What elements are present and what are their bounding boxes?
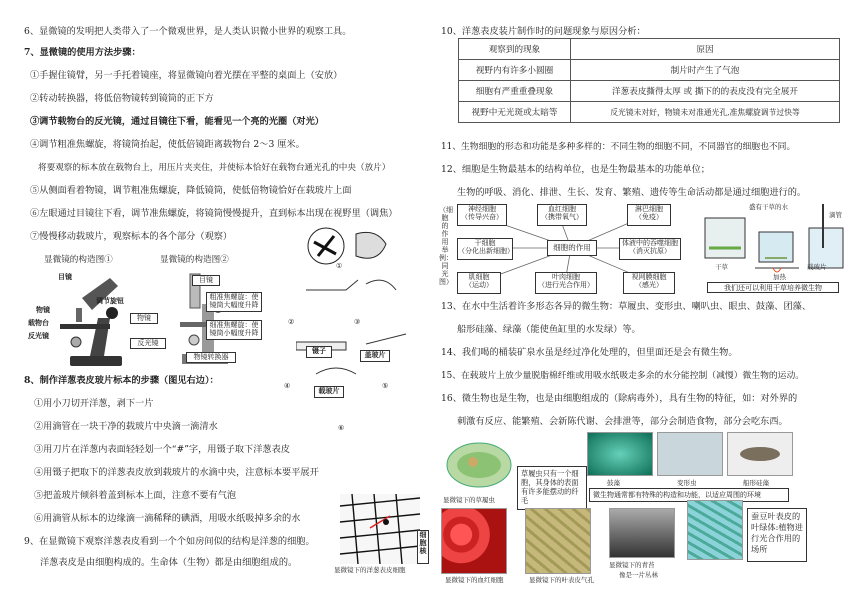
item-13b: 船形硅藻、绿藻（能使鱼缸里的水发绿）等。: [457, 324, 641, 335]
table-header-cell: 原因: [571, 39, 840, 60]
label-nosepiece-2: 物镜转换器: [186, 352, 236, 363]
step-5: ⑤从侧面看着物镜，调节粗准焦螺旋，降低镜筒，使低倍物镜恰好在载玻片上面: [30, 185, 352, 196]
step-7: ⑦慢慢移动载玻片，观察标本的各个部分（观察）: [30, 231, 233, 242]
num-5: ⑤: [382, 382, 389, 390]
label-coarse-knob: 粗准焦螺旋：使镜筒大幅度升降: [206, 292, 262, 312]
label-objective-1: 物镜: [36, 305, 50, 314]
moss-image: [609, 508, 675, 558]
label-cover-slip: 盖玻片: [360, 350, 390, 362]
item-6: 6、显微镜的发明把人类带入了一个微观世界，是人类认识微小世界的观察工具。: [24, 26, 352, 37]
step-3: ③调节载物台的反光镜，通过目镜往下看，能看见一个亮的光圈（对光）: [30, 116, 324, 127]
cell-node: 叶肉细胞 （进行光合作用）: [535, 272, 597, 294]
figure-caption-1: 显微镜的构造图①: [44, 255, 113, 265]
micro-note: 微生物通常都有特殊的构造和功能，以适应周围的环境: [589, 488, 789, 502]
cell-diagram-side-label: （细胞的作用举例：同光图）: [439, 206, 451, 290]
table-header-cell: 观察到的现象: [459, 39, 571, 60]
chloroplast-image: [687, 500, 743, 560]
num-4: ④: [284, 382, 291, 390]
label-mirror-2: 反光镜: [130, 338, 166, 349]
onion-cell-image: [340, 494, 420, 564]
onion-cell-caption: 显微镜下的洋葱表皮细胞: [334, 566, 406, 574]
hay-label: 滴管: [829, 211, 842, 219]
item-16b: 刺激有反应、能繁殖、会新陈代谢、会排泄等，部分会制造食物，部分会吃东西。: [457, 416, 788, 427]
prep-1: ①用小刀切开洋葱，剥下一片: [34, 398, 154, 409]
label-mirror-1: 反光镜: [28, 331, 49, 340]
amoeba-image: [657, 432, 723, 476]
cell-node: 淋巴细胞 （免疫）: [627, 204, 671, 226]
step-4b: 将要观察的标本放在载物台上，用压片夹夹住，并使标本恰好在载物台通光孔的中央（放片）: [38, 163, 391, 173]
hay-caption: 我们还可以利用干草培养微生物: [707, 282, 839, 293]
step-6: ⑥左眼通过目镜往下看，调节准焦螺旋，将镜筒慢慢提升，直到标本出现在视野里（调焦）: [30, 208, 398, 219]
stomata-image: [525, 508, 591, 574]
prep-5: ⑤把盖玻片倾斜着盖到标本上面，注意不要有气泡: [34, 490, 237, 501]
cell-node: 神经细胞 （传导兴奋）: [457, 204, 507, 226]
prep-3: ③用刀片在洋葱内表面轻轻划一个“#”字，用镊子取下洋葱表皮: [34, 444, 290, 455]
prep-2: ②用滴管在一块干净的载玻片中央滴一滴清水: [34, 421, 218, 432]
cell-node: 干细胞 （分化出新细胞）: [457, 238, 513, 260]
item-9b: 洋葱表皮是由细胞构成的。生命体（生物）都是由细胞组成的。: [40, 557, 298, 568]
diatom-image: [727, 432, 793, 476]
bottom-caption: 像是一片丛林: [619, 571, 658, 579]
label-eyepiece-2: 目镜: [192, 275, 220, 286]
table-header-row: [459, 39, 840, 60]
label-knob-1: 调节旋钮: [96, 296, 124, 305]
cell-node: 视网膜细胞 （感光）: [623, 272, 675, 294]
item-14: 14、我们喝的桶装矿泉水虽是经过净化处理的，但里面还是会有微生物。: [441, 347, 738, 358]
num-2: ②: [288, 318, 295, 326]
label-stage-1: 载物台: [28, 318, 49, 327]
num-3: ③: [354, 318, 361, 326]
item-11: 11、生物细胞的形态和功能是多种多样的：不同生物的细胞不同，不同器官的细胞也不同。: [441, 142, 796, 152]
paramecium-caption: 显微镜下的草履虫: [443, 496, 495, 504]
table-row: [459, 102, 840, 123]
micro-caption: 船形硅藻: [743, 479, 769, 487]
label-slide: 载玻片: [314, 386, 344, 398]
label-eyepiece-1: 目镜: [58, 272, 72, 281]
table-cell: 视野内有许多小圆圈: [459, 60, 571, 81]
cell-node: 肌细胞 （运动）: [457, 272, 501, 294]
step-1: ①手握住镜臂，另一手托着镜座，将显微镜向着光摆在平整的桌面上（安放）: [30, 70, 343, 81]
label-nucleus: 细胞核: [417, 530, 429, 564]
step-4: ④调节粗准焦螺旋，将镜筒抬起，使低倍镜距离载物台 2～3 厘米。: [30, 139, 305, 150]
prep-6: ⑥用滴管从标本的边缘滴一滴稀释的碘酒，用吸水纸吸掉多余的水: [34, 513, 301, 524]
item-10: 10、洋葱表皮装片制作时的问题现象与原因分析：: [441, 26, 646, 37]
paramecium-note: 草履虫只有一个细胞，其身体的表面有许多能摆动的纤毛: [517, 466, 587, 510]
micro-caption: 鼓藻: [607, 479, 620, 487]
microscope-diagram-1: [40, 268, 136, 370]
bottom-caption: 显微镜下的血红细胞: [445, 576, 504, 584]
table-cell: 视野中无光斑或太暗等: [459, 102, 571, 123]
paramecium-image: [443, 436, 515, 494]
table-row: [459, 60, 840, 81]
table-cell: 洋葱表皮撕得太厚 或 撕下的的表皮没有完全展开: [571, 81, 840, 102]
hay-label: 载玻片: [807, 263, 827, 271]
item-9: 9、在显微镜下观察洋葱表皮看到一个个如房间似的结构是洋葱的细胞。: [24, 536, 315, 547]
hay-label: 干草: [715, 263, 728, 271]
table-cell: 制片时产生了气泡: [571, 60, 840, 81]
prep-4: ④用镊子把取下的洋葱表皮放到载玻片的水滴中央，注意标本要平展开: [34, 467, 319, 478]
num-6: ⑥: [338, 424, 345, 432]
desmid-image: [587, 432, 653, 476]
red-blood-cell-image: [441, 508, 507, 574]
table-cell: 反光镜未对好，物镜未对准通光孔,准焦螺旋调节过快等: [571, 102, 840, 123]
label-fine-knob: 细准焦螺旋：使镜筒小幅度升降: [206, 320, 262, 340]
figure-caption-2: 显微镜的构造图②: [160, 255, 229, 265]
cell-node: 血红细胞 （携带氧气）: [537, 204, 587, 226]
item-13: 13、在水中生活着许多形态各异的微生物：草履虫、变形虫、喇叭虫、眼虫、鼓藻、团藻、: [441, 301, 812, 312]
item-15: 15、在载玻片上放少量脱脂棉纤维或用吸水纸吸走多余的水分能控制（减慢）微生物的运动。: [441, 371, 805, 381]
num-1: ①: [336, 262, 343, 270]
item-7-heading: 7、显微镜的使用方法步骤：: [24, 47, 141, 58]
micro-caption: 变形虫: [677, 479, 697, 487]
chloroplast-note: 蚕豆叶表皮的叶绿体:植物进行光合作用的场所: [747, 508, 807, 562]
cell-function-diagram: [455, 200, 687, 296]
hay-label: 加热: [773, 273, 786, 281]
item-8-heading: 8、制作洋葱表皮玻片标本的步骤（图见右边）：: [24, 375, 219, 386]
step-2: ②转动转换器，将低倍物镜转到镜筒的正下方: [30, 93, 214, 104]
item-12: 12、细胞是生物最基本的结构单位，也是生物最基本的功能单位；: [441, 164, 710, 175]
item-16: 16、微生物也是生物，也是由细胞组成的（除病毒外），具有生物的特征，如：对外界的: [441, 393, 798, 404]
label-tweezers: 镊子: [306, 346, 332, 358]
table-cell: 细胞有严重重叠现象: [459, 81, 571, 102]
item-12b: 生物的呼吸、消化、排泄、生长、发育、繁殖、遗传等生命活动都是通过细胞进行的。: [457, 187, 807, 198]
bottom-caption: 显微镜下的叶表皮气孔: [529, 576, 594, 584]
label-objective-2: 物镜: [130, 313, 158, 324]
problem-table: [458, 38, 840, 123]
table-row: [459, 81, 840, 102]
cell-diagram-center: 细胞的作用: [547, 240, 597, 256]
cell-node: 体液中的吞噬细胞 （消灭抗原）: [619, 238, 681, 260]
hay-label: 盛有干草的水: [749, 203, 788, 211]
bottom-caption: 显微镜下的青苔: [609, 561, 655, 569]
